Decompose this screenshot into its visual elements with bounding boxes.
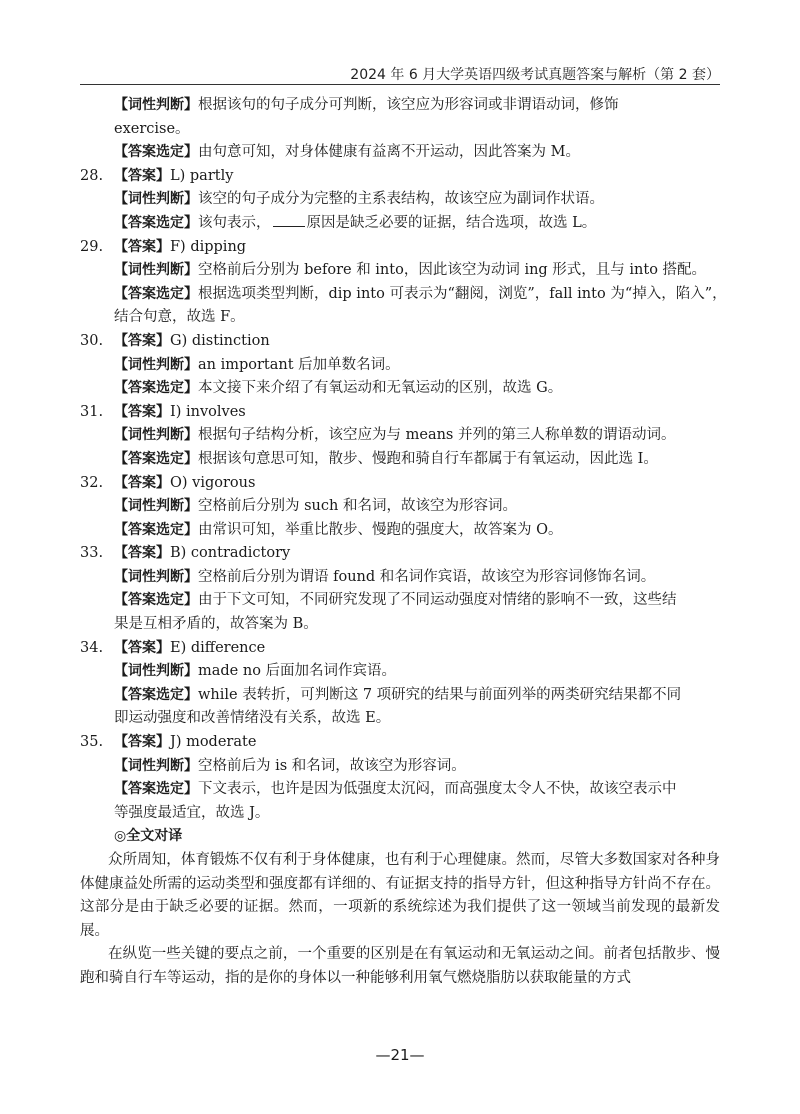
item-number: 32. (80, 474, 104, 491)
item-29-choice-2: 结合句意，故选 F。 (114, 309, 245, 326)
choice-tag: 【答案选定】 (114, 214, 198, 231)
choice-text: 由常识可知，举重比散步、慢跑的强度大，故答案为 O。 (198, 521, 563, 538)
answer-text: O) vigorous (170, 474, 256, 491)
intro-pos-line (80, 94, 720, 118)
answer-text: E) difference (170, 639, 266, 656)
item-number: 28. (80, 167, 104, 184)
answer-text: G) distinction (170, 332, 270, 349)
pos-tag: 【词性判断】 (114, 663, 198, 680)
item-33-answer (80, 542, 720, 566)
running-header: 2024 年 6 月大学英语四级考试真题答案与解析（第 2 套） (350, 67, 720, 83)
fill-blank (273, 214, 305, 227)
item-number: 30. (80, 332, 104, 349)
choice-text: 由于下文可知，不同研究发现了不同运动强度对情绪的影响不一致，这些结 (198, 592, 677, 609)
pos-text: made no 后面加名词作宾语。 (198, 663, 397, 680)
item-28-answer (80, 165, 720, 189)
choice-text: 本文接下来介绍了有氧运动和无氧运动的区别，故选 G。 (198, 380, 563, 397)
item-28-choice (80, 212, 720, 236)
answer-tag: 【答案】 (114, 734, 170, 751)
choice-tag: 【答案选定】 (114, 686, 198, 703)
pos-tag: 【词性判断】 (114, 568, 198, 585)
item-number: 29. (80, 238, 104, 255)
pos-text: an important 后加单数名词。 (198, 356, 400, 373)
intro-pos-line-2: exercise。 (114, 120, 190, 137)
pos-tag: 【词性判断】 (114, 498, 198, 515)
choice-text: while 表转折，可判断这 7 项研究的结果与前面列举的两类研究结果都不同 (198, 686, 682, 703)
choice-tag: 【答案选定】 (114, 521, 198, 538)
item-number: 33. (80, 545, 104, 562)
pos-tag: 【词性判断】 (114, 757, 198, 774)
item-number: 34. (80, 639, 104, 656)
pos-tag: 【词性判断】 (114, 356, 198, 373)
pos-tag: 【词性判断】 (114, 191, 198, 208)
answer-text: B) contradictory (170, 545, 291, 562)
item-35-choice-2: 等强度最适宜，故选 J。 (114, 804, 270, 821)
translation-heading: ◎全文对译 (114, 828, 183, 845)
choice-text: 下文表示，也许是因为低强度太沉闷，而高强度太令人不快，故该空表示中 (198, 781, 677, 798)
page-content (80, 94, 727, 991)
item-34-choice-2: 即运动强度和改善情绪没有关系，故选 E。 (114, 710, 391, 727)
answer-text: J) moderate (170, 734, 257, 751)
header-rule (80, 84, 720, 85)
item-32-pos (80, 495, 720, 519)
choice-tag: 【答案选定】 (114, 781, 198, 798)
answer-text: L) partly (170, 167, 234, 184)
item-34-pos (80, 660, 720, 684)
choice-tag: 【答案选定】 (114, 592, 198, 609)
choice-text: 该句表示， (198, 214, 271, 231)
pos-tag: 【词性判断】 (114, 262, 198, 279)
pos-text: 该空的句子成分为完整的主系表结构，故该空应为副词作状语。 (198, 191, 604, 208)
answer-tag: 【答案】 (114, 238, 170, 255)
answer-tag: 【答案】 (114, 639, 170, 656)
answer-tag: 【答案】 (114, 403, 170, 420)
choice-tag: 【答案选定】 (114, 285, 198, 302)
item-35-pos (80, 755, 720, 779)
intro-choice-text: 由句意可知，对身体健康有益离不开运动，因此答案为 M。 (198, 144, 580, 161)
pos-tag: 【词性判断】 (114, 427, 198, 444)
pos-text: 根据句子结构分析，该空应为与 means 并列的第三人称单数的谓语动词。 (198, 427, 676, 444)
item-32-answer (80, 472, 720, 496)
translation-paragraph: 在纵览一些关键的要点之前，一个重要的区别是在有氧运动和无氧运动之间。前者包括散步、慢跑和骑自行车等运动，指的是你的身体以一种能够利用氧气燃烧脂肪以获取能量的方式 (80, 946, 720, 986)
choice-tag: 【答案选定】 (114, 380, 198, 397)
answer-tag: 【答案】 (114, 167, 170, 184)
answer-tag: 【答案】 (114, 332, 170, 349)
intro-pos-text: 根据该句的句子成分可判断，该空应为形容词或非谓语动词，修饰 (198, 97, 619, 113)
item-30-pos (80, 354, 720, 378)
item-29-choice (80, 283, 727, 307)
choice-tag: 【答案选定】 (114, 144, 198, 161)
intro-choice-line (80, 141, 720, 165)
choice-text: 原因是缺乏必要的证据，结合选项，故选 L。 (306, 214, 597, 231)
item-35-answer (80, 731, 720, 755)
answer-text: I) involves (170, 403, 246, 420)
item-29-answer (80, 236, 720, 260)
item-30-answer (80, 330, 720, 354)
pos-tag: 【词性判断】 (114, 97, 198, 113)
pos-text: 空格前后为 is 和名词，故该空为形容词。 (198, 757, 466, 774)
item-33-pos (80, 566, 720, 590)
answer-tag: 【答案】 (114, 474, 170, 491)
pos-text: 空格前后分别为 such 和名词，故该空为形容词。 (198, 498, 517, 515)
answer-text: F) dipping (170, 238, 247, 255)
item-33-choice-2: 果是互相矛盾的，故答案为 B。 (114, 616, 318, 633)
item-number: 35. (80, 734, 104, 751)
item-28-pos (80, 188, 720, 212)
item-31-answer (80, 401, 720, 425)
item-29-pos (80, 259, 720, 283)
answer-tag: 【答案】 (114, 545, 170, 562)
item-34-answer (80, 637, 720, 661)
translation-paragraph: 众所周知，体育锻炼不仅有利于身体健康，也有利于心理健康。然而，尽管大多数国家对各种身体健康益处所需的运动类型和强度都有详细的、有证据支持的指导方针，但这种指导方针尚不存在。这部分是由于缺乏必要的证据。然而，一项新的系统综述为我们提供了这一领域当前发现的最新发展。 (80, 852, 720, 939)
item-30-choice (80, 377, 720, 401)
item-31-pos (80, 424, 720, 448)
item-33-choice (80, 589, 720, 613)
pos-text: 空格前后分别为 before 和 into，因此该空为动词 ing 形式，且与 into 搭配。 (198, 262, 707, 279)
item-31-choice (80, 448, 720, 472)
choice-text: 根据选项类型判断，dip into 可表示为“翻阅，浏览”，fall into 为“掉入，陷入”， (198, 285, 727, 302)
item-32-choice (80, 519, 720, 543)
item-35-choice (80, 778, 720, 802)
choice-text: 根据该句意思可知，散步、慢跑和骑自行车都属于有氧运动，因此选 I。 (198, 450, 658, 467)
item-34-choice (80, 684, 720, 708)
pos-text: 空格前后分别为谓语 found 和名词作宾语，故该空为形容词修饰名词。 (198, 568, 656, 585)
choice-tag: 【答案选定】 (114, 450, 198, 467)
page-number: —21— (375, 1046, 425, 1064)
item-number: 31. (80, 403, 104, 420)
